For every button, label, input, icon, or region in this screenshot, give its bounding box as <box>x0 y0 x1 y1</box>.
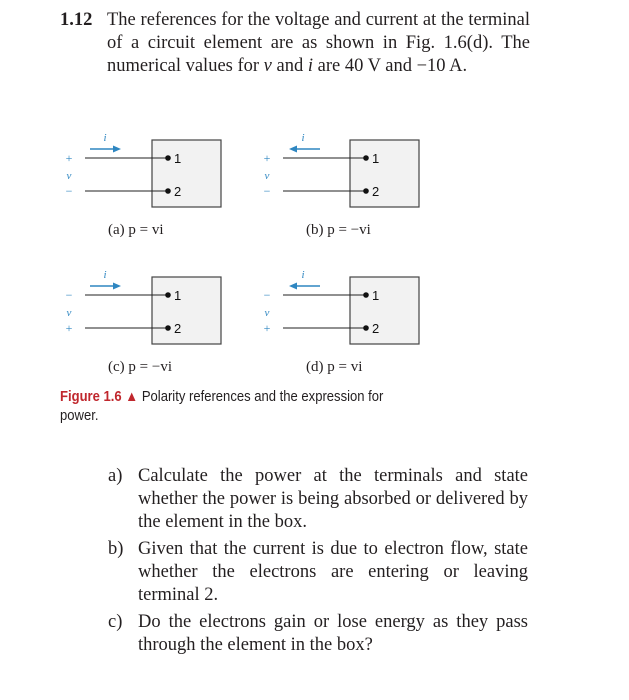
problem-number: 1.12 <box>60 10 93 30</box>
terminal-2-label: 2 <box>174 321 182 336</box>
bottom-polarity-sign: + <box>65 321 73 335</box>
circuit-panel-b <box>264 132 419 238</box>
element-box <box>350 140 419 207</box>
panel-label: (d) p = vi <box>306 359 363 375</box>
bottom-polarity-sign: − <box>65 184 73 198</box>
question-letter: a) <box>108 466 123 486</box>
voltage-symbol: v <box>66 307 72 319</box>
panel-label: (a) p = vi <box>108 222 164 238</box>
voltage-symbol: v <box>264 170 270 182</box>
terminal-1-label: 1 <box>372 288 380 303</box>
terminal-1-label: 1 <box>174 288 182 303</box>
terminal-dot <box>165 188 171 194</box>
terminal-dot <box>165 155 171 161</box>
current-symbol: i <box>103 132 107 144</box>
question-text: Given that the current is due to electron flow, state whether the electrons are entering or leaving terminal 2. <box>138 539 528 605</box>
arrow-left-icon <box>289 283 297 290</box>
circuit-panel-a <box>66 132 221 238</box>
question-c <box>108 611 528 657</box>
bottom-polarity-sign: − <box>263 184 271 198</box>
top-polarity-sign: + <box>65 151 73 165</box>
top-polarity-sign: + <box>263 151 271 165</box>
question-list <box>108 465 528 661</box>
question-letter: b) <box>108 539 124 559</box>
arrow-right-icon <box>113 283 121 290</box>
triangle-icon: ▲ <box>125 389 139 405</box>
terminal-2-label: 2 <box>174 184 182 199</box>
question-text: Calculate the power at the terminals and state whether the power is being absorbed or delivered by the element in the box. <box>138 466 528 532</box>
top-polarity-sign: − <box>65 288 73 302</box>
question-text: Do the electrons gain or lose energy as they pass through the element in the box? <box>138 612 528 655</box>
circuit-panel-d <box>264 269 419 375</box>
element-box <box>152 140 221 207</box>
problem-text: The references for the voltage and current at the terminal of a circuit element are as shown in Fig. 1.6(d). The numerical values for v and i are 40 V and −10 A. <box>107 10 530 76</box>
voltage-symbol: v <box>66 170 72 182</box>
terminal-dot <box>363 325 369 331</box>
element-box <box>350 277 419 344</box>
voltage-variable: v <box>263 56 272 76</box>
question-a <box>108 465 528 534</box>
element-box <box>152 277 221 344</box>
arrow-right-icon <box>113 146 121 153</box>
terminal-dot <box>363 292 369 298</box>
top-polarity-sign: − <box>263 288 271 302</box>
terminal-dot <box>363 188 369 194</box>
voltage-symbol: v <box>264 307 270 319</box>
terminal-dot <box>165 292 171 298</box>
current-symbol: i <box>301 132 305 144</box>
terminal-dot <box>165 325 171 331</box>
terminal-1-label: 1 <box>174 151 182 166</box>
panel-label: (c) p = −vi <box>108 359 172 375</box>
question-letter: c) <box>108 612 123 632</box>
current-variable: i <box>307 56 313 76</box>
terminal-dot <box>363 155 369 161</box>
terminal-2-label: 2 <box>372 184 380 199</box>
bottom-polarity-sign: + <box>263 321 271 335</box>
caption-text: Polarity references and the expression for power. <box>60 389 384 424</box>
circuit-panel-c <box>66 269 221 375</box>
current-symbol: i <box>103 269 107 281</box>
panel-label: (b) p = −vi <box>306 222 371 238</box>
terminal-1-label: 1 <box>372 151 380 166</box>
arrow-left-icon <box>289 146 297 153</box>
current-symbol: i <box>301 269 305 281</box>
figure-caption <box>60 388 384 426</box>
terminal-2-label: 2 <box>372 321 380 336</box>
figure-label: Figure 1.6 <box>60 389 122 405</box>
question-b <box>108 538 528 607</box>
